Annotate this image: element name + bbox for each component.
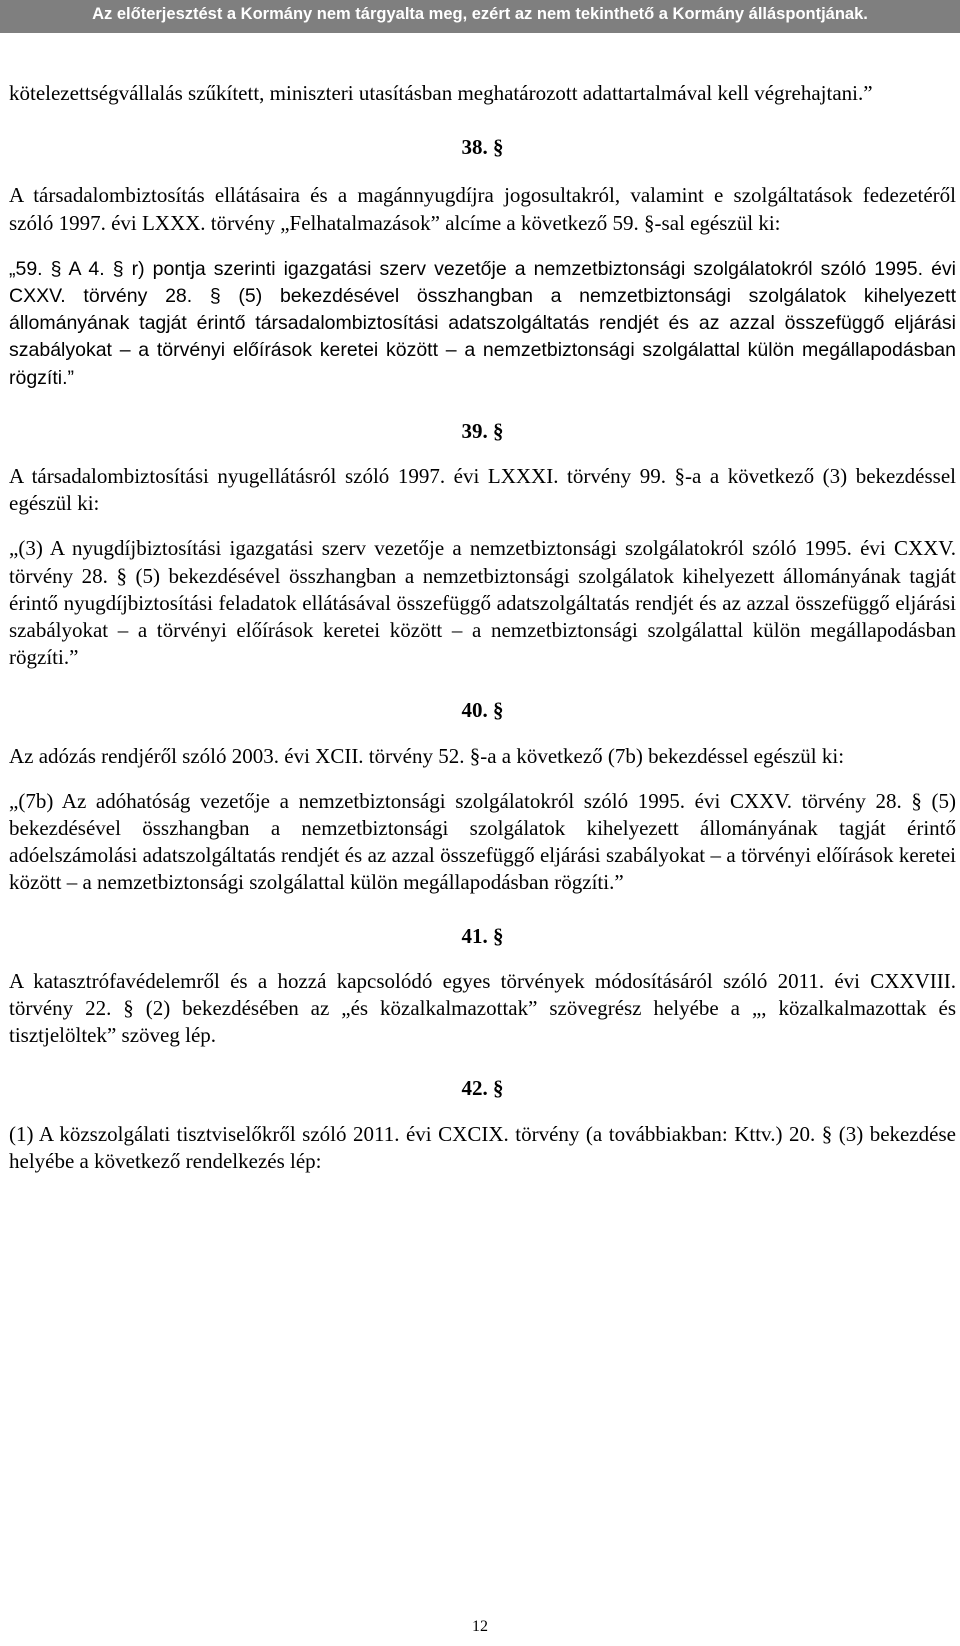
paragraph-39-quote: „(3) A nyugdíjbiztosítási igazgatási szerv vezetője a nemzetbiztonsági szolgálatokról szóló 1995. évi CXXV. törvény 28. § (5) bekezdésével összhangban a nemzetbiztonsági szolgálatok kihelyezett állományának tagját érintő nyugdíjbiztosítási feladatok ellátásával összefüggő adatszolgáltatás rendjét és az azzal összefüggő eljárási szabályokat – a törvényi előírások keretei között – a nemzetbiztonsági szolgálattal külön megállapodásban rögzíti.” xyxy=(9,536,956,670)
section-heading-38: 38. § xyxy=(461,135,504,160)
section-heading-40: 40. § xyxy=(461,698,504,723)
paragraph-continuation: kötelezettségvállalás szűkített, miniszteri utasításban meghatározott adattartalmával kell végrehajtani.” xyxy=(9,81,873,105)
page-number: 12 xyxy=(472,1618,488,1635)
paragraph-41: A katasztrófavédelemről és a hozzá kapcsolódó egyes törvények módosításáról szóló 2011. évi CXXVIII. törvény 22. § (2) bekezdésében az „és közalkalmazottak” szövegrész helyébe a „, közalkalmazottak és tisztjelöltek” szöveg lép. xyxy=(9,968,956,1048)
section-heading-42: 42. § xyxy=(461,1076,504,1101)
document-body xyxy=(9,80,956,1175)
section-heading-41: 41. § xyxy=(461,923,504,948)
paragraph-38-quote: „59. § A 4. § r) pontja szerinti igazgatási szerv vezetője a nemzetbiztonsági szolgálatokról szóló 1995. évi CXXV. törvény 28. § (5) bekezdésével összhangban a nemzetbiztonsági szolgálatok kihelyezett állományának tagját érintő társadalombiztosítási adatszolgáltatás rendjét és az azzal összefüggő eljárási szabályokat – a törvényi előírások keretei között – a nemzetbiztonsági szolgálattal külön megállapodásban rögzíti.” xyxy=(9,257,956,389)
paragraph-42: (1) A közszolgálati tisztviselőkről szóló 2011. évi CXCIX. törvény (a továbbiakban: Kttv.) 20. § (3) bekezdése helyébe a következő rendelkezés lép: xyxy=(9,1121,956,1173)
paragraph-40-quote: „(7b) Az adóhatóság vezetője a nemzetbiztonsági szolgálatokról szóló 1995. évi CXXV. törvény 28. § (5) bekezdésével összhangban a nemzetbiztonsági szolgálatok kihelyezett állományának tagját érintő adóelszámolási adatszolgáltatás rendjét és az azzal összefüggő eljárási szabályokat – a törvényi előírások keretei között – a nemzetbiztonsági szolgálattal külön megállapodásban rögzíti.” xyxy=(9,788,956,895)
disclaimer-banner: Az előterjesztést a Kormány nem tárgyalta meg, ezért az nem tekinthető a Kormány álláspontjának. xyxy=(0,0,960,33)
paragraph-40-intro: Az adózás rendjéről szóló 2003. évi XCII. törvény 52. §-a a következő (7b) bekezdéssel egészül ki: xyxy=(9,743,845,768)
paragraph-38-intro: A társadalombiztosítás ellátásaira és a magánnyugdíjra jogosultakról, valamint e szolgáltatások fedezetéről szóló 1997. évi LXXX. törvény „Felhatalmazások” alcíme a következő 59. §-sal egészül ki: xyxy=(9,183,956,235)
paragraph-39-intro: A társadalombiztosítási nyugellátásról szóló 1997. évi LXXXI. törvény 99. §-a a következő (3) bekezdéssel egészül ki: xyxy=(9,464,956,516)
section-heading-39: 39. § xyxy=(461,418,504,443)
